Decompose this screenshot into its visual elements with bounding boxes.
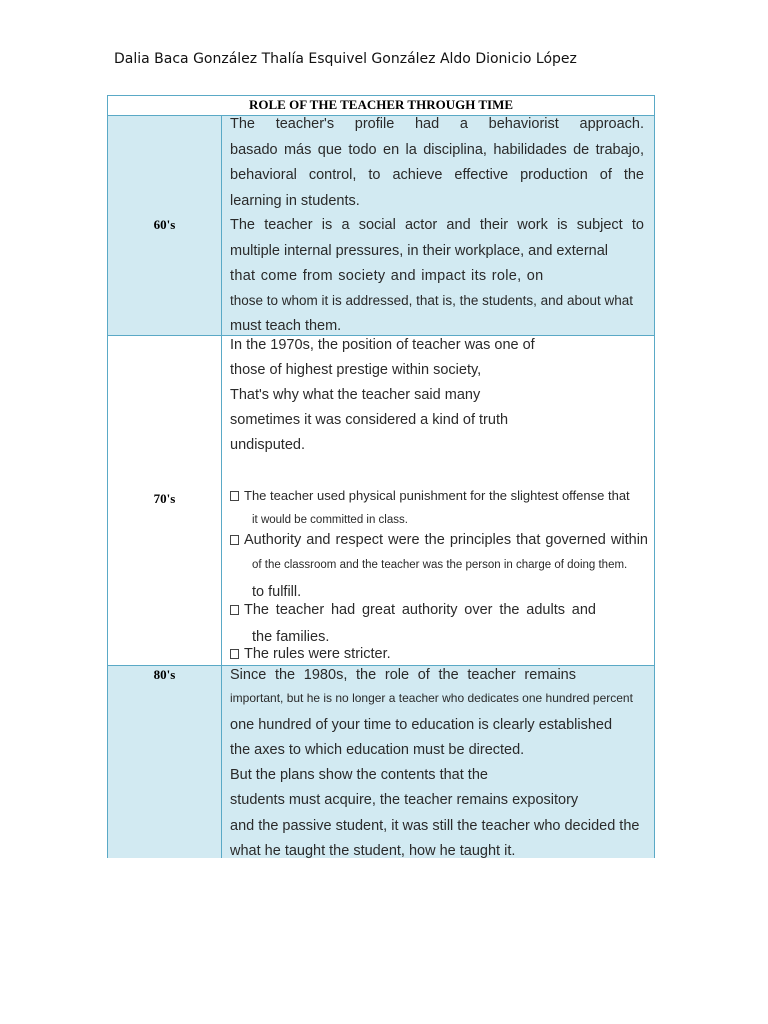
- text-line: That's why what the teacher said many: [230, 387, 481, 403]
- text-line: that come from society and impact its role, on: [230, 268, 544, 284]
- text-line: The teacher is a social actor and their work is subject to: [230, 217, 644, 233]
- bullet-box-icon: [230, 535, 239, 545]
- bullet-item: Authority and respect were the principles that governed within: [230, 532, 648, 548]
- text-line: basado más que todo en la disciplina, habilidades de trabajo,: [230, 142, 644, 158]
- row-label: 80's: [108, 666, 222, 858]
- text-line: and the passive student, it was still the teacher who decided the: [230, 818, 640, 834]
- text-line: But the plans show the contents that the: [230, 767, 488, 783]
- bullet-box-icon: [230, 605, 239, 615]
- text-line: behavioral control, to achieve effective production of the: [230, 167, 644, 183]
- row-content: [230, 116, 660, 335]
- row-label: 60's: [108, 116, 222, 335]
- table-title: ROLE OF THE TEACHER THROUGH TIME: [108, 96, 654, 117]
- row-content: [230, 336, 660, 665]
- text-line: sometimes it was considered a kind of truth: [230, 412, 509, 428]
- text-line: undisputed.: [230, 437, 305, 453]
- table-row-70s: [108, 335, 654, 665]
- text-line: multiple internal pressures, in their workplace, and external: [230, 243, 608, 259]
- teacher-role-table: [107, 95, 655, 858]
- text-line: those to whom it is addressed, that is, the students, and about what: [230, 293, 633, 308]
- text-line: those of highest prestige within society,: [230, 362, 482, 378]
- text-line: the axes to which education must be directed.: [230, 742, 525, 758]
- table-row-60s: [108, 116, 654, 335]
- bullet-continuation: of the classroom and the teacher was the person in charge of doing them.: [252, 559, 628, 571]
- text-line: students must acquire, the teacher remains expository: [230, 792, 579, 808]
- text-line: Since the 1980s, the role of the teacher remains: [230, 667, 576, 683]
- row-content: [230, 666, 660, 858]
- text-line: learning in students.: [230, 193, 360, 209]
- table-row-80s: [108, 665, 654, 858]
- text-line: In the 1970s, the position of teacher was one of: [230, 337, 535, 353]
- bullet-item: The teacher had great authority over the adults and: [230, 602, 596, 618]
- text-line: The teacher's profile had a behaviorist approach.: [230, 116, 644, 132]
- text-line: important, but he is no longer a teacher who dedicates one hundred percent: [230, 691, 633, 705]
- text-line: what he taught the student, how he taught it.: [230, 843, 516, 859]
- bullet-continuation: to fulfill.: [252, 584, 302, 600]
- row-label: 70's: [108, 336, 222, 665]
- bullet-item: The rules were stricter.: [230, 646, 391, 662]
- text-line: must teach them.: [230, 318, 342, 334]
- bullet-item: The teacher used physical punishment for the slightest offense that: [230, 488, 630, 503]
- text-line: one hundred of your time to education is clearly established: [230, 717, 613, 733]
- bullet-box-icon: [230, 491, 239, 501]
- bullet-box-icon: [230, 649, 239, 659]
- bullet-continuation: it would be committed in class.: [252, 514, 408, 526]
- bullet-continuation: the families.: [252, 629, 330, 645]
- author-names: Dalia Baca González Thalía Esquivel González Aldo Dionicio López: [114, 51, 577, 67]
